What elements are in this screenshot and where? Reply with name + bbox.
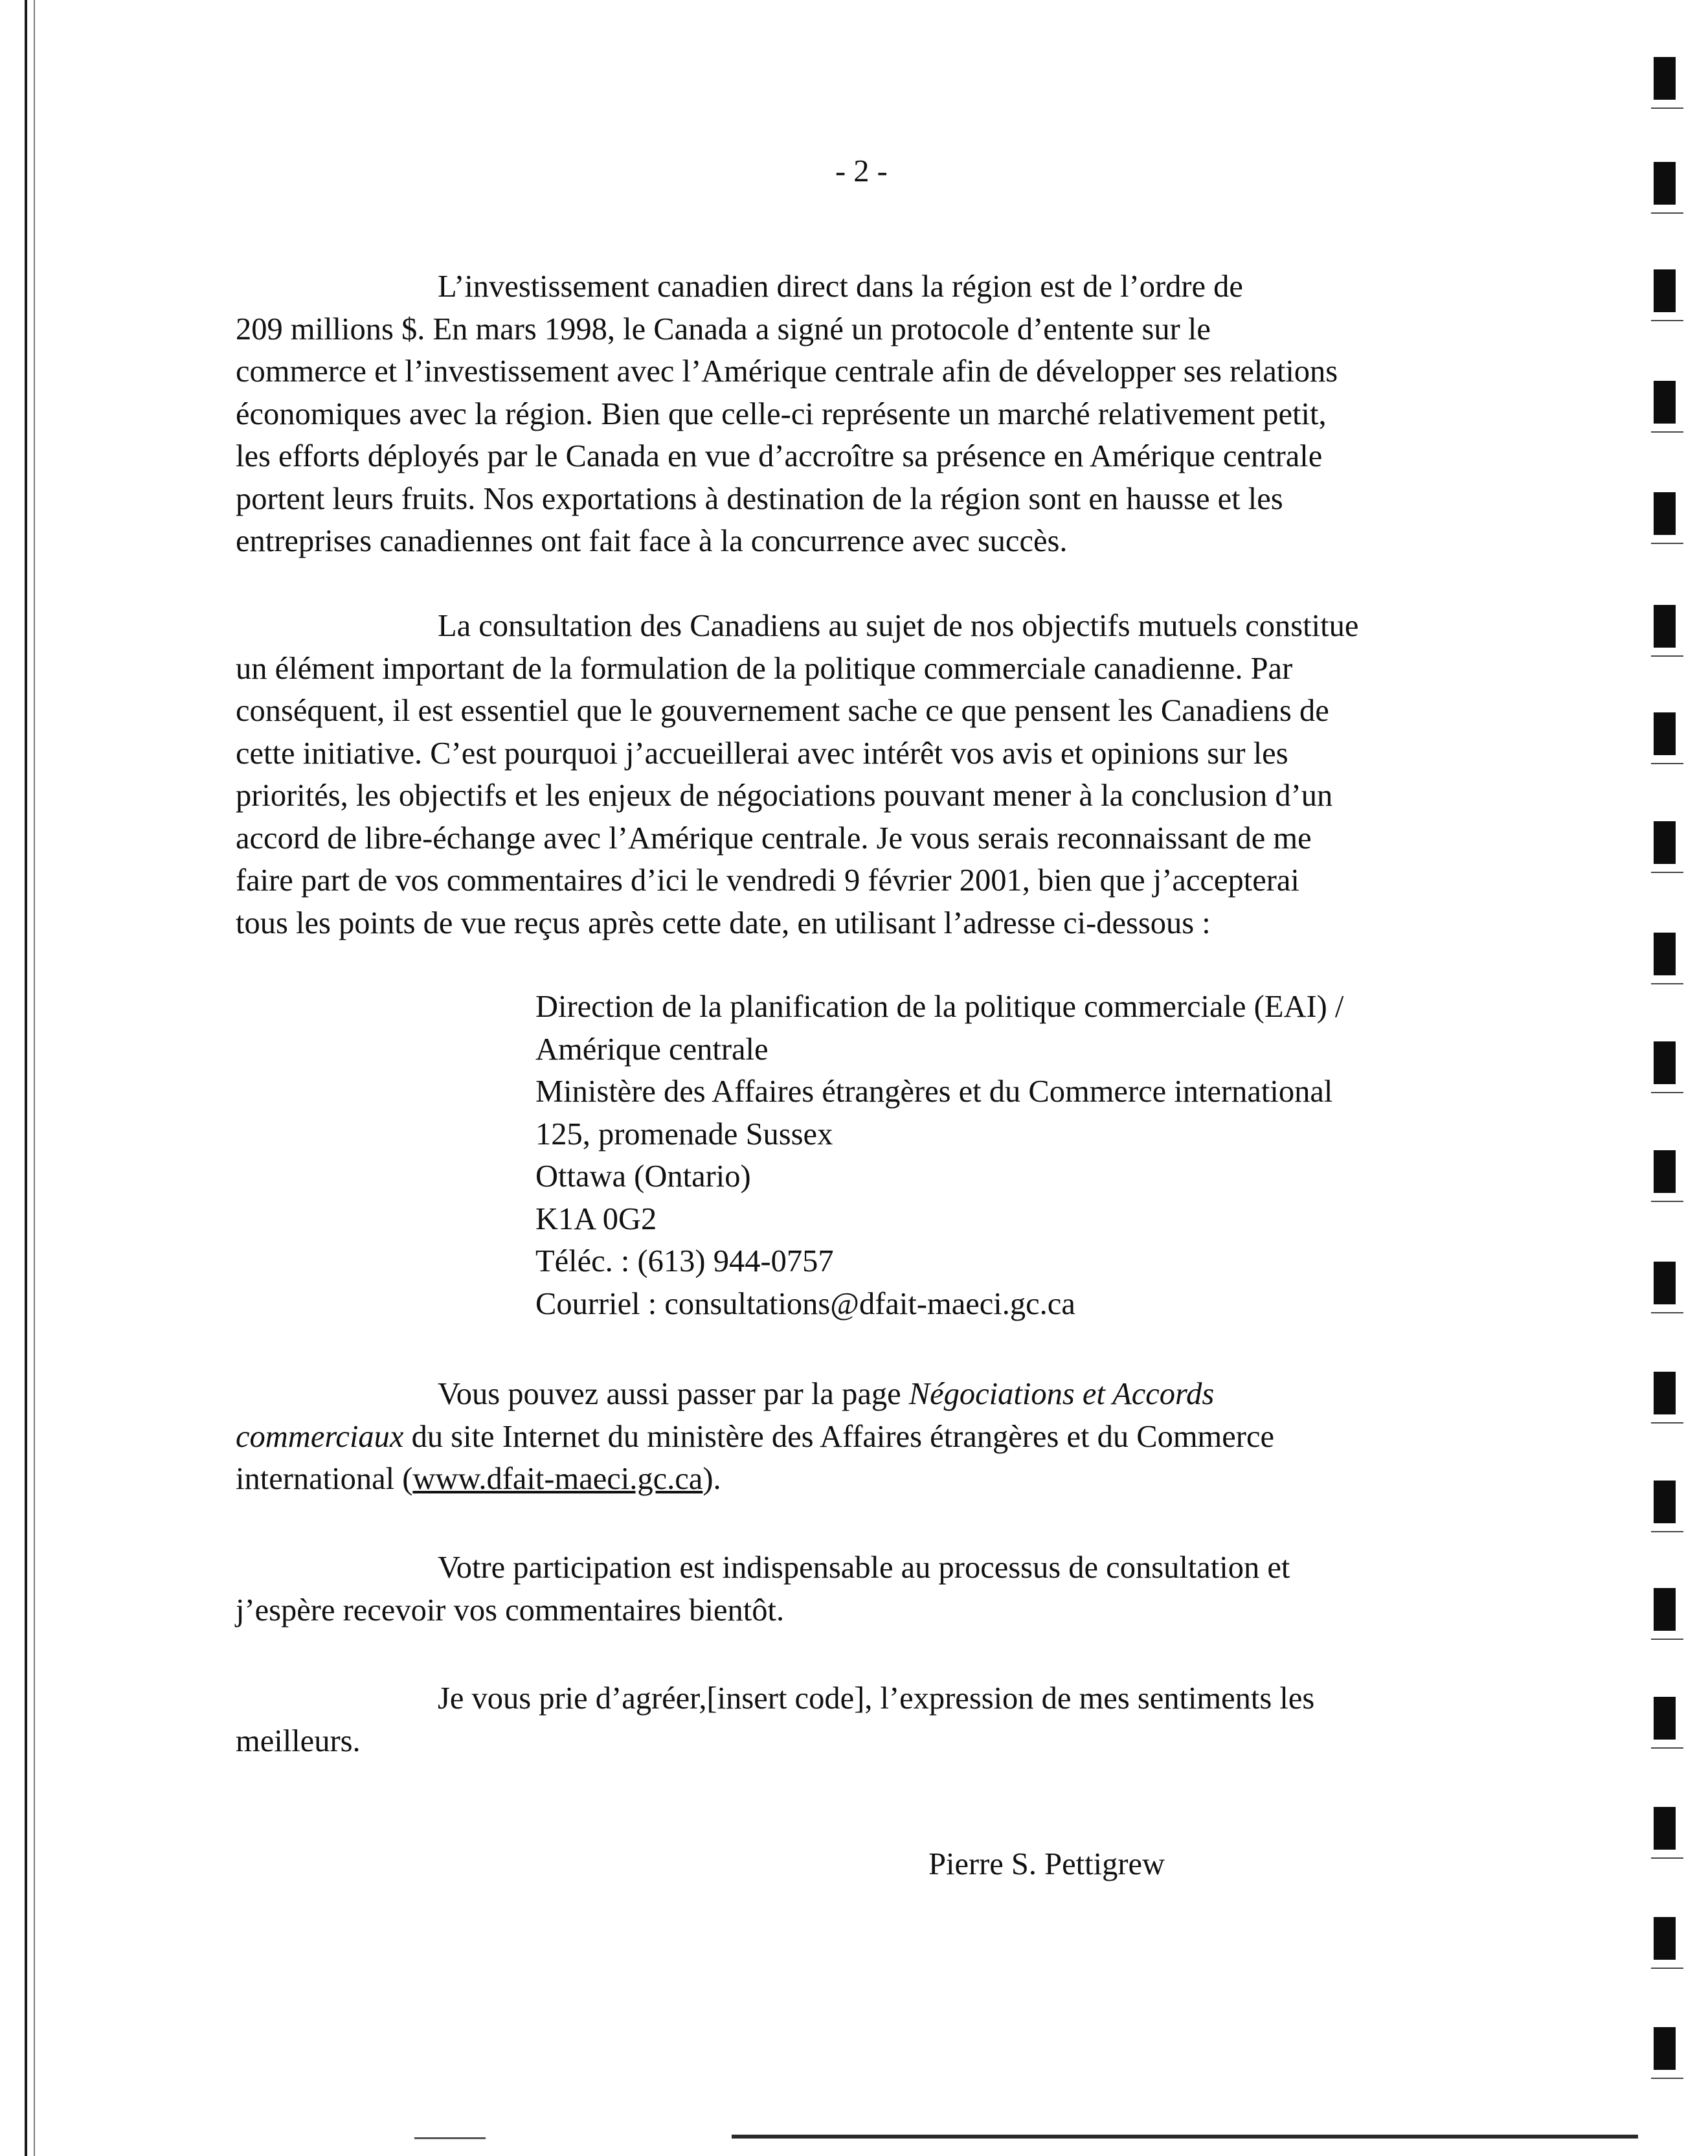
punch-hole-mark (1654, 57, 1676, 100)
punch-hole-mark (1654, 1917, 1676, 1960)
text-line: entreprises canadiennes ont fait face à la concurrence avec succès. (236, 524, 1068, 558)
address-line: Ministère des Affaires étrangères et du Commerce international (535, 1074, 1333, 1109)
paragraph-participation (236, 1547, 1479, 1631)
text-line: L’investissement canadien direct dans la région est de l’ordre de (438, 269, 1243, 304)
punch-hole-mark (1654, 492, 1676, 535)
paragraph-investment (236, 266, 1479, 563)
punch-hole-mark (1654, 1372, 1676, 1414)
punch-hole-mark (1654, 162, 1676, 205)
text-line (236, 1416, 1479, 1458)
website-link[interactable]: www.dfait-maeci.gc.ca (412, 1462, 703, 1496)
punch-hole-mark (1654, 1588, 1676, 1631)
address-line: Amérique centrale (535, 1032, 769, 1067)
scan-bottom-rule (732, 2135, 1638, 2139)
text-line: meilleurs. (236, 1723, 361, 1758)
address-line: 125, promenade Sussex (535, 1117, 833, 1152)
scan-edge-line-faint (34, 0, 35, 2156)
text-line: commerce et l’investissement avec l’Amérique centrale afin de développer ses relations (236, 354, 1338, 389)
punch-hole-mark (1654, 1807, 1676, 1850)
text-run: du site Internet du ministère des Affaires étrangères et du Commerce (403, 1419, 1274, 1454)
text-line: accord de libre-échange avec l’Amérique centrale. Je vous serais reconnaissant de me (236, 821, 1312, 856)
text-line: portent leurs fruits. Nos exportations à destination de la région sont en hausse et les (236, 481, 1283, 516)
punch-hole-mark (1654, 1697, 1676, 1740)
page-title-italic: Négociations et Accords (908, 1377, 1215, 1411)
text-line: La consultation des Canadiens au sujet de nos objectifs mutuels constitue (438, 609, 1359, 643)
punch-hole-mark (1654, 1041, 1676, 1084)
text-run: Vous pouvez aussi passer par la page (438, 1377, 909, 1411)
punch-hole-mark (1654, 1262, 1676, 1304)
scan-bottom-mark (414, 2137, 486, 2139)
page-number: - 2 - (835, 154, 888, 188)
punch-hole-mark (1654, 381, 1676, 424)
text-line: priorités, les objectifs et les enjeux de négociations pouvant mener à la conclusion d’un (236, 778, 1333, 813)
text-line (236, 1458, 1479, 1501)
punch-hole-mark (1654, 605, 1676, 648)
text-line: j’espère recevoir vos commentaires bientôt. (236, 1593, 785, 1628)
text-line: Votre participation est indispensable au processus de consultation et (438, 1550, 1290, 1585)
text-line: conséquent, il est essentiel que le gouvernement sache ce que pensent les Canadiens de (236, 694, 1329, 728)
paragraph-website (236, 1373, 1479, 1501)
address-line: Téléc. : (613) 944-0757 (535, 1244, 834, 1278)
text-line: cette initiative. C’est pourquoi j’accueillerai avec intérêt vos avis et opinions sur les (236, 736, 1288, 771)
text-line: 209 millions $. En mars 1998, le Canada a signé un protocole d’entente sur le (236, 312, 1211, 346)
address-line: Direction de la planification de la politique commerciale (EAI) / (535, 990, 1344, 1024)
text-line: Je vous prie d’agréer,[insert code], l’expression de mes sentiments les (438, 1681, 1315, 1716)
punch-hole-mark (1654, 269, 1676, 312)
mailing-address-block (535, 986, 1343, 1325)
text-line: faire part de vos commentaires d’ici le vendredi 9 février 2001, bien que j’accepterai (236, 863, 1299, 898)
address-line: Ottawa (Ontario) (535, 1159, 751, 1194)
text-line: un élément important de la formulation de la politique commerciale canadienne. Par (236, 651, 1293, 686)
punch-hole-mark (1654, 1150, 1676, 1193)
paragraph-consultation (236, 605, 1479, 944)
binder-punch-strip (1650, 0, 1708, 2156)
text-line: les efforts déployés par le Canada en vue d’accroître sa présence en Amérique centrale (236, 439, 1323, 473)
text-run: ). (702, 1462, 721, 1496)
signature-name: Pierre S. Pettigrew (928, 1847, 1165, 1881)
address-line: K1A 0G2 (535, 1201, 657, 1236)
text-line: économiques avec la région. Bien que celle-ci représente un marché relativement petit, (236, 396, 1327, 431)
text-run: international ( (236, 1462, 413, 1496)
punch-hole-mark (1654, 821, 1676, 864)
punch-hole-mark (1654, 2027, 1676, 2070)
paragraph-closing (236, 1677, 1479, 1762)
punch-hole-mark (1654, 712, 1676, 755)
text-line: tous les points de vue reçus après cette date, en utilisant l’adresse ci-dessous : (236, 905, 1211, 940)
page-title-italic: commerciaux (236, 1419, 404, 1454)
scan-edge-line (25, 0, 27, 2156)
punch-hole-mark (1654, 933, 1676, 975)
address-line: Courriel : consultations@dfait-maeci.gc.ca (535, 1286, 1075, 1321)
punch-hole-mark (1654, 1481, 1676, 1523)
text-line (236, 1373, 1479, 1416)
